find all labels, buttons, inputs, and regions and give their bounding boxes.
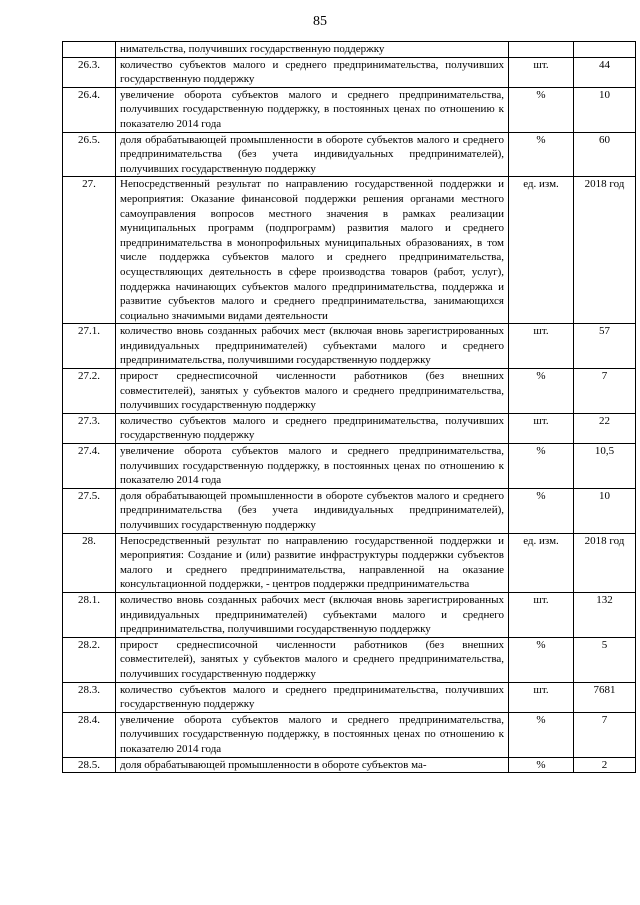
row-unit: %	[509, 712, 574, 757]
table-row	[63, 488, 636, 533]
table-row	[63, 413, 636, 443]
row-value: 44	[574, 57, 636, 87]
row-unit: %	[509, 87, 574, 132]
table-row	[63, 637, 636, 682]
row-value: 22	[574, 413, 636, 443]
row-number: 26.5.	[63, 132, 116, 177]
table-row	[63, 57, 636, 87]
row-unit: шт.	[509, 592, 574, 637]
row-unit: шт.	[509, 324, 574, 369]
page-number: 85	[313, 14, 327, 29]
row-description: Непосредственный результат по направлению государственной поддержки и мероприятия: Оказание финансовой поддержки решения органами местного самоуправления вопросов местного значения в рамках реализации муниципальных программ (подпрограмм) развития малого и среднего предпринимательства в монопрофильных муниципальных образованиях, в том числе поддержка субъектов малого и среднего предпринимательства, осуществляющих деятельность в сфере производства товаров (работ, услуг), поддержка начинающих субъектов малого предпринимательства, поддержка и развитие субъектов малого и среднего предпринимательства, занимающихся социально значимыми видами деятельности	[116, 177, 509, 324]
row-value: 60	[574, 132, 636, 177]
row-value: 7	[574, 369, 636, 414]
row-number: 27.1.	[63, 324, 116, 369]
row-number: 28.	[63, 533, 116, 592]
table-row	[63, 369, 636, 414]
row-value	[574, 42, 636, 58]
row-description: количество субъектов малого и среднего предпринимательства, получивших государственную поддержку	[116, 57, 509, 87]
table-row	[63, 533, 636, 592]
row-number: 27.5.	[63, 488, 116, 533]
row-number: 27.4.	[63, 444, 116, 489]
row-description: доля обрабатывающей промышленности в обороте субъектов ма-	[116, 757, 509, 773]
row-description: доля обрабатывающей промышленности в обороте субъектов малого и среднего предпринимательства (без учета индивидуальных предпринимателей), получивших государственную поддержку	[116, 132, 509, 177]
row-number: 28.5.	[63, 757, 116, 773]
row-number	[63, 42, 116, 58]
table-row	[63, 592, 636, 637]
row-unit: %	[509, 369, 574, 414]
row-unit: %	[509, 444, 574, 489]
row-unit	[509, 42, 574, 58]
table-row	[63, 444, 636, 489]
row-value: 2018 год	[574, 533, 636, 592]
row-value: 10	[574, 488, 636, 533]
table-row	[63, 324, 636, 369]
row-number: 26.4.	[63, 87, 116, 132]
row-number: 27.3.	[63, 413, 116, 443]
row-number: 27.2.	[63, 369, 116, 414]
row-description: прирост среднесписочной численности работников (без внешних совместителей), занятых у субъектов малого и среднего предпринимательства, получивших государственную поддержку	[116, 369, 509, 414]
row-description: Непосредственный результат по направлению государственной поддержки и мероприятия: Создание и (или) развитие инфраструктуры поддержки субъектов малого и среднего предпринимательства, направленной на оказание консультационной поддержки, - центров поддержки предпринимательства	[116, 533, 509, 592]
row-description: прирост среднесписочной численности работников (без внешних совместителей), занятых у субъектов малого и среднего предпринимательства, получивших государственную поддержку	[116, 637, 509, 682]
row-value: 10,5	[574, 444, 636, 489]
row-value: 10	[574, 87, 636, 132]
row-unit: %	[509, 637, 574, 682]
row-description: количество вновь созданных рабочих мест (включая вновь зарегистрированных индивидуальных предпринимателей) субъектами малого и среднего предпринимательства, получившими государственную поддержку	[116, 324, 509, 369]
table-row	[63, 132, 636, 177]
row-description: увеличение оборота субъектов малого и среднего предпринимательства, получивших государственную поддержку, в постоянных ценах по отношению к показателю 2014 года	[116, 444, 509, 489]
row-unit: шт.	[509, 682, 574, 712]
row-unit: шт.	[509, 413, 574, 443]
row-value: 132	[574, 592, 636, 637]
row-value: 7	[574, 712, 636, 757]
row-number: 28.1.	[63, 592, 116, 637]
table-row	[63, 42, 636, 58]
row-number: 28.3.	[63, 682, 116, 712]
table-body	[63, 42, 636, 773]
table-row	[63, 757, 636, 773]
row-description: доля обрабатывающей промышленности в обороте субъектов малого и среднего предпринимательства (без учета индивидуальных предпринимателей), получивших государственную поддержку	[116, 488, 509, 533]
table-row	[63, 712, 636, 757]
row-value: 2018 год	[574, 177, 636, 324]
table-row	[63, 177, 636, 324]
table-row	[63, 87, 636, 132]
row-description: увеличение оборота субъектов малого и среднего предпринимательства, получивших государственную поддержку, в постоянных ценах по отношению к показателю 2014 года	[116, 712, 509, 757]
row-description: увеличение оборота субъектов малого и среднего предпринимательства, получивших государственную поддержку, в постоянных ценах по отношению к показателю 2014 года	[116, 87, 509, 132]
row-unit: ед. изм.	[509, 177, 574, 324]
row-number: 28.4.	[63, 712, 116, 757]
row-value: 57	[574, 324, 636, 369]
row-description: нимательства, получивших государственную поддержку	[116, 42, 509, 58]
row-value: 5	[574, 637, 636, 682]
row-description: количество вновь созданных рабочих мест (включая вновь зарегистрированных индивидуальных предпринимателей) субъектами малого и среднего предпринимательства, получившими государственную поддержку	[116, 592, 509, 637]
row-number: 27.	[63, 177, 116, 324]
row-description: количество субъектов малого и среднего предпринимательства, получивших государственную поддержку	[116, 682, 509, 712]
row-unit: %	[509, 757, 574, 773]
row-unit: шт.	[509, 57, 574, 87]
row-unit: %	[509, 488, 574, 533]
row-number: 28.2.	[63, 637, 116, 682]
row-unit: %	[509, 132, 574, 177]
indicators-table	[62, 41, 636, 773]
row-number: 26.3.	[63, 57, 116, 87]
row-value: 7681	[574, 682, 636, 712]
table-row	[63, 682, 636, 712]
row-unit: ед. изм.	[509, 533, 574, 592]
row-value: 2	[574, 757, 636, 773]
row-description: количество субъектов малого и среднего предпринимательства, получивших государственную поддержку	[116, 413, 509, 443]
